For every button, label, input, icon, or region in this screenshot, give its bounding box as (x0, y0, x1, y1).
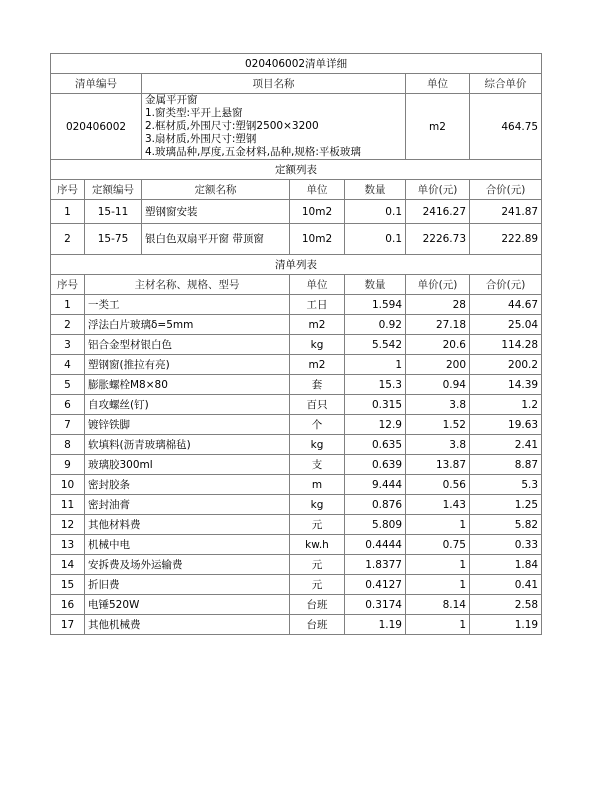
material-price: 20.6 (406, 335, 470, 355)
material-qty: 1.8377 (345, 555, 406, 575)
material-price: 3.8 (406, 435, 470, 455)
material-row (51, 595, 542, 615)
material-header-qty: 数量 (345, 275, 406, 295)
material-name: 其他材料费 (85, 515, 290, 535)
material-price: 0.75 (406, 535, 470, 555)
material-unit: 支 (290, 455, 345, 475)
desc-line: 3.扇材质,外围尺寸:塑钢 (145, 133, 257, 145)
material-qty: 1.19 (345, 615, 406, 635)
material-unit: kg (290, 335, 345, 355)
quota-total: 241.87 (470, 200, 542, 224)
material-row (51, 295, 542, 315)
material-price: 200 (406, 355, 470, 375)
detail-sheet (50, 53, 542, 635)
quota-unit: 10m2 (290, 200, 345, 224)
material-name: 其他机械费 (85, 615, 290, 635)
material-no: 13 (51, 535, 85, 555)
quota-no: 1 (51, 200, 85, 224)
material-name: 电锤520W (85, 595, 290, 615)
material-price: 1 (406, 615, 470, 635)
material-no: 15 (51, 575, 85, 595)
quota-header-total: 合价(元) (470, 180, 542, 200)
material-qty: 0.4444 (345, 535, 406, 555)
material-qty: 9.444 (345, 475, 406, 495)
material-total: 25.04 (470, 315, 542, 335)
item-unit: m2 (406, 94, 470, 160)
material-row (51, 475, 542, 495)
material-name: 塑钢窗(推拉有亮) (85, 355, 290, 375)
material-price: 1 (406, 515, 470, 535)
material-name: 软填料(沥青玻璃棉毡) (85, 435, 290, 455)
material-price: 27.18 (406, 315, 470, 335)
material-no: 9 (51, 455, 85, 475)
desc-line: 1.窗类型:平开上悬窗 (145, 107, 243, 119)
material-header-no: 序号 (51, 275, 85, 295)
material-qty: 0.635 (345, 435, 406, 455)
quota-header-unit: 单位 (290, 180, 345, 200)
material-name: 浮法白片玻璃δ=5mm (85, 315, 290, 335)
quota-header-code: 定额编号 (85, 180, 142, 200)
material-qty: 1 (345, 355, 406, 375)
material-name: 一类工 (85, 295, 290, 315)
item-description (142, 94, 406, 160)
header-code: 清单编号 (51, 74, 142, 94)
material-no: 5 (51, 375, 85, 395)
material-name: 铝合金型材银白色 (85, 335, 290, 355)
material-row (51, 415, 542, 435)
material-total: 8.87 (470, 455, 542, 475)
material-total: 5.3 (470, 475, 542, 495)
quota-no: 2 (51, 224, 85, 255)
material-no: 16 (51, 595, 85, 615)
material-no: 1 (51, 295, 85, 315)
material-price: 1 (406, 575, 470, 595)
material-unit: m2 (290, 315, 345, 335)
quota-unit: 10m2 (290, 224, 345, 255)
material-total: 0.41 (470, 575, 542, 595)
header-name: 项目名称 (142, 74, 406, 94)
material-row (51, 535, 542, 555)
material-unit: 套 (290, 375, 345, 395)
material-total: 2.58 (470, 595, 542, 615)
material-price: 1 (406, 555, 470, 575)
material-header-name: 主材名称、规格、型号 (85, 275, 290, 295)
quota-header-name: 定额名称 (142, 180, 290, 200)
header-price: 综合单价 (470, 74, 542, 94)
material-row (51, 375, 542, 395)
material-price: 1.43 (406, 495, 470, 515)
material-unit: 工日 (290, 295, 345, 315)
material-price: 8.14 (406, 595, 470, 615)
item-code: 020406002 (51, 94, 142, 160)
material-qty: 15.3 (345, 375, 406, 395)
material-total: 1.84 (470, 555, 542, 575)
material-unit: kw.h (290, 535, 345, 555)
material-no: 6 (51, 395, 85, 415)
material-price: 0.94 (406, 375, 470, 395)
material-name: 机械中电 (85, 535, 290, 555)
material-header-price: 单价(元) (406, 275, 470, 295)
material-name: 密封胶条 (85, 475, 290, 495)
material-unit: 台班 (290, 595, 345, 615)
quota-code: 15-75 (85, 224, 142, 255)
quota-qty: 0.1 (345, 200, 406, 224)
material-no: 10 (51, 475, 85, 495)
material-price: 1.52 (406, 415, 470, 435)
material-row (51, 575, 542, 595)
material-qty: 5.809 (345, 515, 406, 535)
desc-line: 2.框材质,外围尺寸:塑钢2500×3200 (145, 120, 319, 132)
material-total: 1.25 (470, 495, 542, 515)
material-row (51, 515, 542, 535)
material-unit: m2 (290, 355, 345, 375)
material-name: 膨胀螺栓M8×80 (85, 375, 290, 395)
material-total: 1.2 (470, 395, 542, 415)
quota-section-title: 定额列表 (51, 160, 542, 180)
material-no: 11 (51, 495, 85, 515)
material-header-total: 合价(元) (470, 275, 542, 295)
item-price: 464.75 (470, 94, 542, 160)
quota-row (51, 200, 542, 224)
quota-header-no: 序号 (51, 180, 85, 200)
quota-header-qty: 数量 (345, 180, 406, 200)
material-qty: 0.639 (345, 455, 406, 475)
material-unit: kg (290, 435, 345, 455)
material-no: 3 (51, 335, 85, 355)
material-total: 114.28 (470, 335, 542, 355)
material-section-title: 清单列表 (51, 255, 542, 275)
material-qty: 0.3174 (345, 595, 406, 615)
material-unit: 元 (290, 515, 345, 535)
material-no: 8 (51, 435, 85, 455)
material-no: 2 (51, 315, 85, 335)
material-qty: 0.92 (345, 315, 406, 335)
material-no: 7 (51, 415, 85, 435)
material-price: 28 (406, 295, 470, 315)
material-name: 玻璃胶300ml (85, 455, 290, 475)
material-row (51, 435, 542, 455)
quota-qty: 0.1 (345, 224, 406, 255)
material-row (51, 355, 542, 375)
material-row (51, 555, 542, 575)
material-total: 14.39 (470, 375, 542, 395)
material-name: 自攻螺丝(钉) (85, 395, 290, 415)
material-total: 200.2 (470, 355, 542, 375)
material-name: 安拆费及场外运输费 (85, 555, 290, 575)
material-header-unit: 单位 (290, 275, 345, 295)
material-unit: 元 (290, 555, 345, 575)
quota-name: 塑钢窗安装 (142, 200, 290, 224)
material-qty: 12.9 (345, 415, 406, 435)
quota-price: 2416.27 (406, 200, 470, 224)
material-price: 13.87 (406, 455, 470, 475)
material-qty: 0.315 (345, 395, 406, 415)
material-row (51, 395, 542, 415)
quota-total: 222.89 (470, 224, 542, 255)
material-row (51, 615, 542, 635)
desc-line: 金属平开窗 (145, 94, 198, 106)
material-qty: 0.4127 (345, 575, 406, 595)
material-total: 19.63 (470, 415, 542, 435)
material-name: 折旧费 (85, 575, 290, 595)
material-unit: 百只 (290, 395, 345, 415)
material-unit: 台班 (290, 615, 345, 635)
material-total: 44.67 (470, 295, 542, 315)
quota-code: 15-11 (85, 200, 142, 224)
quota-name: 银白色双扇平开窗 带顶窗 (142, 224, 290, 255)
quota-row (51, 224, 542, 255)
material-row (51, 455, 542, 475)
quota-price: 2226.73 (406, 224, 470, 255)
material-unit: m (290, 475, 345, 495)
material-row (51, 495, 542, 515)
material-row (51, 315, 542, 335)
material-total: 0.33 (470, 535, 542, 555)
material-unit: kg (290, 495, 345, 515)
material-no: 4 (51, 355, 85, 375)
material-total: 1.19 (470, 615, 542, 635)
material-unit: 元 (290, 575, 345, 595)
desc-line: 4.玻璃品种,厚度,五金材料,品种,规格:平板玻璃 (145, 146, 361, 158)
material-no: 17 (51, 615, 85, 635)
header-unit: 单位 (406, 74, 470, 94)
material-no: 12 (51, 515, 85, 535)
material-total: 2.41 (470, 435, 542, 455)
quota-header-price: 单价(元) (406, 180, 470, 200)
material-name: 密封油膏 (85, 495, 290, 515)
material-unit: 个 (290, 415, 345, 435)
material-row (51, 335, 542, 355)
material-name: 镀锌铁脚 (85, 415, 290, 435)
material-price: 0.56 (406, 475, 470, 495)
material-price: 3.8 (406, 395, 470, 415)
material-qty: 1.594 (345, 295, 406, 315)
material-total: 5.82 (470, 515, 542, 535)
material-qty: 5.542 (345, 335, 406, 355)
material-no: 14 (51, 555, 85, 575)
material-qty: 0.876 (345, 495, 406, 515)
sheet-title: 020406002清单详细 (51, 54, 542, 74)
